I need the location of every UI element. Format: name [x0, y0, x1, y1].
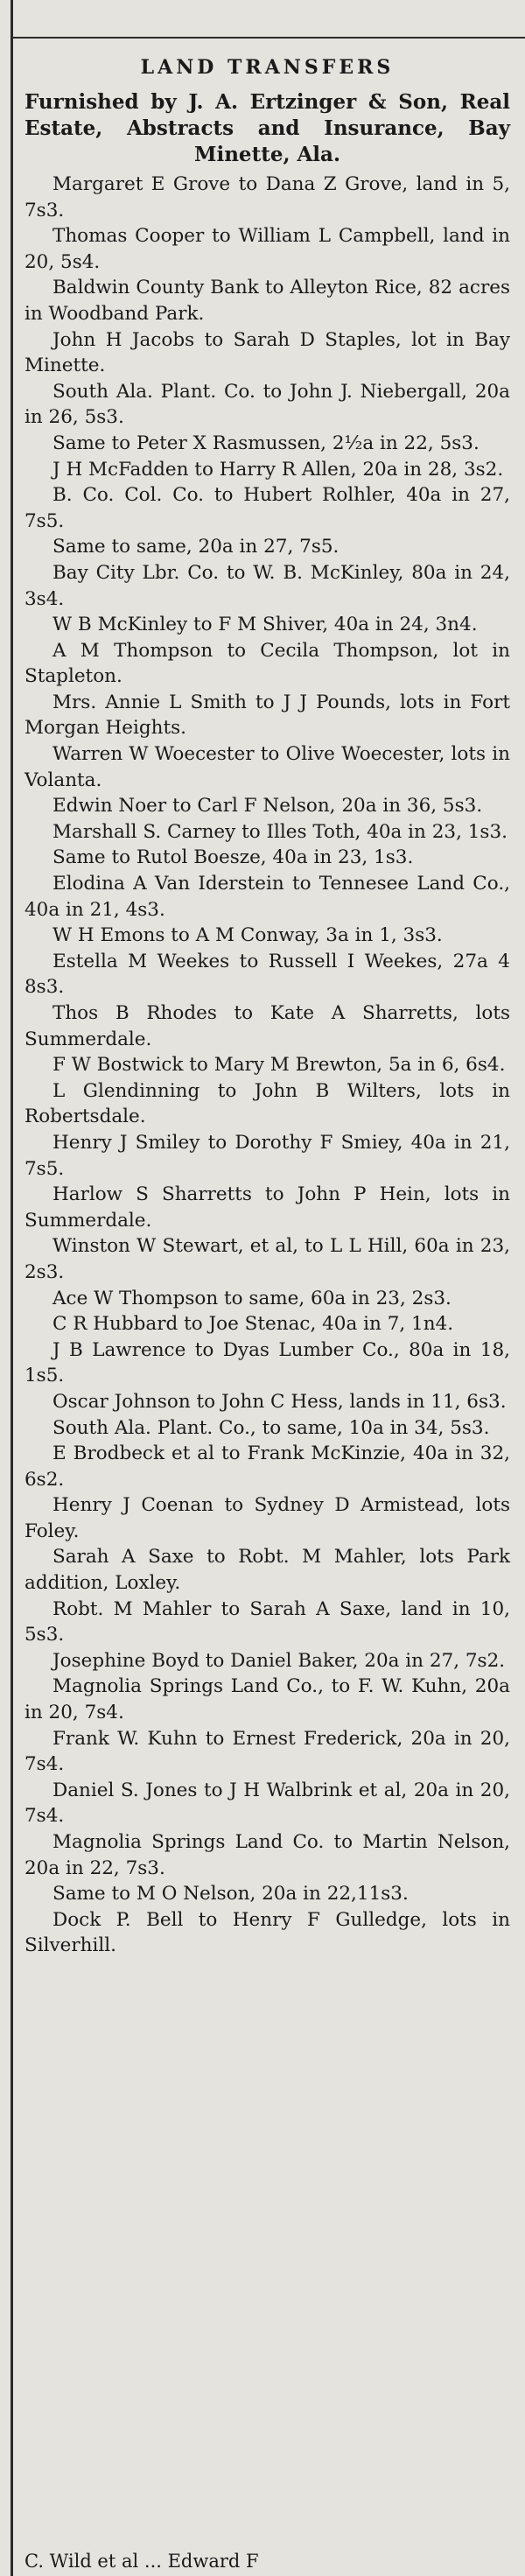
transfer-entry: Frank W. Kuhn to Ernest Frederick, 20a in 20, 7s4. [24, 1727, 510, 1776]
transfer-entry: B. Co. Col. Co. to Hubert Rolhler, 40a in 27, 7s5. [24, 484, 510, 532]
transfer-entry: Magnolia Springs Land Co. to Martin Nelson, 20a in 22, 7s3. [24, 1831, 510, 1879]
transfer-entry: Estella M Weekes to Russell I Weekes, 27a 4 8s3. [24, 950, 510, 999]
transfer-entry: Mrs. Annie L Smith to J J Pounds, lots in Fort Morgan Heights. [24, 691, 510, 740]
transfer-entry: Same to same, 20a in 27, 7s5. [52, 536, 340, 558]
transfer-entry: Baldwin County Bank to Alleyton Rice, 82 acres in Woodband Park. [24, 277, 510, 325]
transfer-entry: Robt. M Mahler to Sarah A Saxe, land in 10, 5s3. [24, 1597, 510, 1646]
cut-off-line: C. Wild et al ... Edward F [24, 2551, 259, 2572]
transfer-entry: Henry J Coenan to Sydney D Armistead, lots Foley. [24, 1494, 510, 1542]
transfer-entry: Daniel S. Jones to J H Walbrink et al, 20a in 20, 7s4. [24, 1779, 510, 1828]
cut-off-text [24, 2551, 510, 2576]
column-rule-left [10, 0, 13, 2576]
transfer-entry: J H McFadden to Harry R Allen, 20a in 28, 3s2. [52, 458, 504, 481]
transfer-entry: Magnolia Springs Land Co., to F. W. Kuhn, 20a in 20, 7s4. [24, 1675, 510, 1724]
transfer-entry: Bay City Lbr. Co. to W. B. McKinley, 80a in 24, 3s4. [24, 561, 510, 610]
transfer-entry: Josephine Boyd to Daniel Baker, 20a in 27, 7s2. [52, 1649, 506, 1672]
transfer-entry: W B McKinley to F M Shiver, 40a in 24, 3n4. [52, 614, 478, 636]
transfer-entry: F W Bostwick to Mary M Brewton, 5a in 6, 6s4. [52, 1054, 506, 1077]
transfer-entry: A M Thompson to Cecila Thompson, lot in Stapleton. [24, 639, 510, 688]
transfer-list [24, 172, 510, 1959]
transfer-entry: Dock P. Bell to Henry F Gulledge, lots in Silverhill. [24, 1908, 510, 1957]
transfer-entry: John H Jacobs to Sarah D Staples, lot in Bay Minette. [24, 328, 510, 377]
transfer-entry: Oscar Johnson to John C Hess, lands in 11, 6s3. [52, 1390, 507, 1413]
transfer-entry: Henry J Smiley to Dorothy F Smiey, 40a in 21, 7s5. [24, 1131, 510, 1180]
transfer-entry: C R Hubbard to Joe Stenac, 40a in 7, 1n4. [52, 1313, 454, 1336]
transfer-entry: Harlow S Sharretts to John P Hein, lots in Summerdale. [24, 1183, 510, 1232]
transfer-entry: South Ala. Plant. Co. to John J. Niebergall, 20a in 26, 5s3. [24, 380, 510, 429]
subhead: Furnished by J. A. Ertzinger & Son, Real Estate, Abstracts and Insurance, Bay Minette, Ala. [24, 90, 510, 166]
transfer-entry: W H Emons to A M Conway, 3a in 1, 3s3. [52, 924, 443, 947]
transfer-entry: J B Lawrence to Dyas Lumber Co., 80a in 18, 1s5. [24, 1338, 510, 1387]
transfer-entry: Elodina A Van Iderstein to Tennesee Land Co., 40a in 21, 4s3. [24, 873, 510, 921]
land-transfers-column [24, 54, 510, 1959]
transfer-entry: Same to M O Nelson, 20a in 22,11s3. [52, 1883, 409, 1906]
transfer-entry: Ace W Thompson to same, 60a in 23, 2s3. [52, 1287, 452, 1309]
transfer-entry: Same to Peter X Rasmussen, 2½a in 22, 5s3. [52, 432, 480, 454]
transfer-entry: L Glendinning to John B Wilters, lots in Robertsdale. [24, 1079, 510, 1128]
transfer-entry: Thos B Rhodes to Kate A Sharretts, lots Summerdale. [24, 1002, 510, 1050]
transfer-entry: Warren W Woecester to Olive Woecester, lots in Volanta. [24, 743, 510, 791]
transfer-entry: Margaret E Grove to Dana Z Grove, land in 5, 7s3. [24, 173, 510, 221]
transfer-entry: Edwin Noer to Carl F Nelson, 20a in 36, 5s3. [52, 795, 483, 818]
transfer-entry: Same to Rutol Boesze, 40a in 23, 1s3. [52, 846, 414, 869]
transfer-entry: Thomas Cooper to William L Campbell, land in 20, 5s4. [24, 225, 510, 273]
transfer-entry: Marshall S. Carney to Illes Toth, 40a in 23, 1s3. [52, 820, 508, 843]
column-rule-top [13, 37, 525, 39]
transfer-entry: E Brodbeck et al to Frank McKinzie, 40a in 32, 6s2. [24, 1442, 510, 1491]
transfer-entry: South Ala. Plant. Co., to same, 10a in 34, 5s3. [52, 1416, 490, 1439]
headline: LAND TRANSFERS [140, 56, 395, 79]
transfer-entry: Sarah A Saxe to Robt. M Mahler, lots Park addition, Loxley. [24, 1546, 510, 1595]
transfer-entry: Winston W Stewart, et al, to L L Hill, 60a in 23, 2s3. [24, 1235, 510, 1283]
